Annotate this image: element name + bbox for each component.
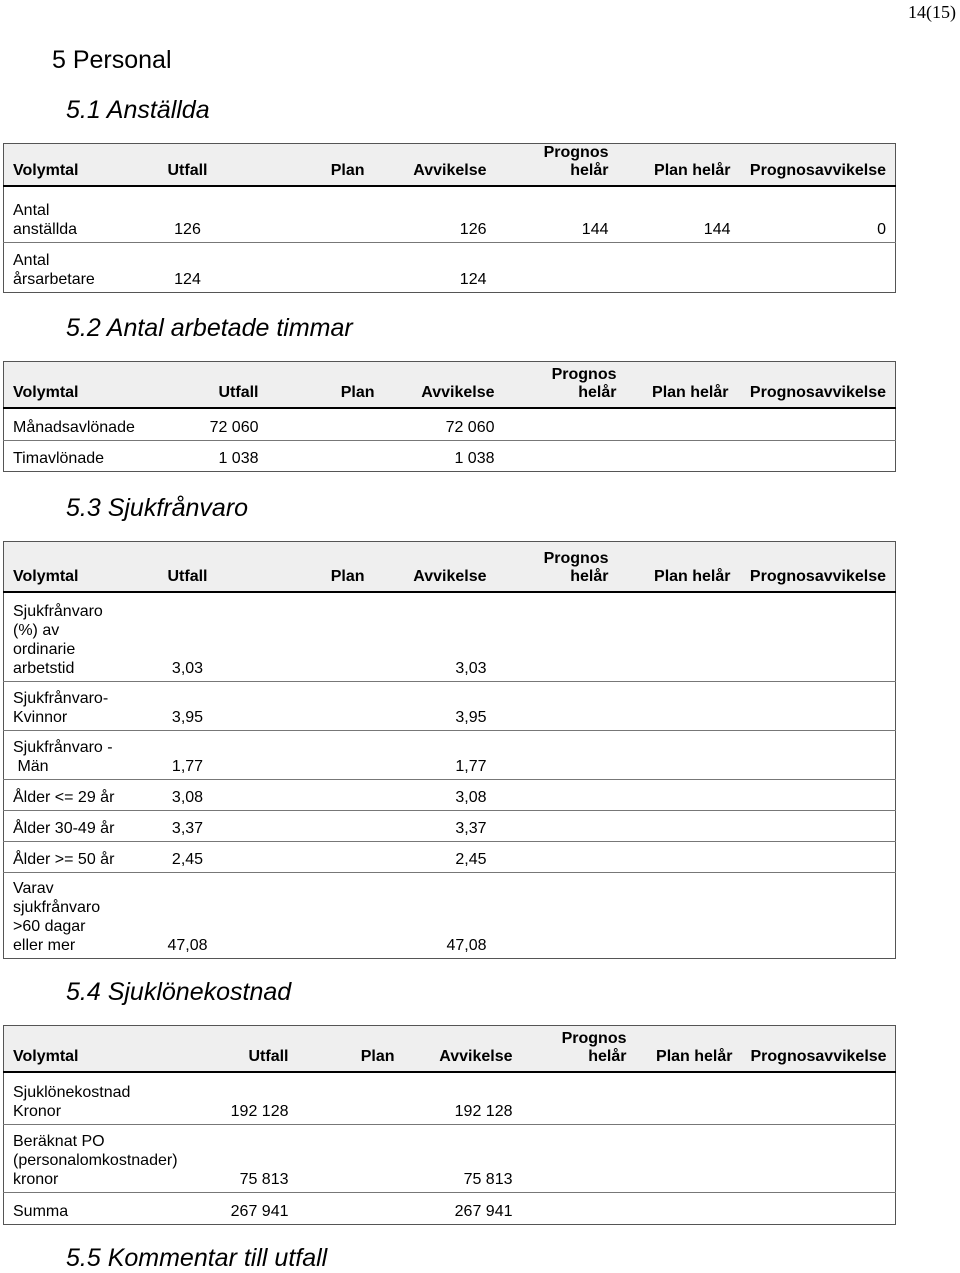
cell-plan xyxy=(252,780,374,811)
row-label-line: (%) av xyxy=(13,622,60,639)
cell-prognos xyxy=(504,408,626,441)
table-row xyxy=(4,873,896,959)
cell-plan xyxy=(252,842,374,873)
row-label-line: Sjuklönekostnad xyxy=(13,1084,131,1101)
chapter-title: 5 Personal xyxy=(52,46,172,74)
cell-utfall: 192 128 xyxy=(230,1103,289,1120)
cell-utfall: 3,37 xyxy=(124,811,252,842)
row-label xyxy=(4,186,124,242)
cell-avvikelse: 72 060 xyxy=(445,419,495,436)
cell-plan xyxy=(252,186,374,242)
cell-avvikelse: 124 xyxy=(374,242,496,292)
col-utfall: Utfall xyxy=(164,362,268,408)
table-row xyxy=(4,441,896,472)
row-label-line: Kvinnor xyxy=(13,709,68,726)
col-prognosavvikelse: Prognosavvikelse xyxy=(740,542,896,592)
cell-plan xyxy=(252,592,374,682)
cell-avvikelse: 3,03 xyxy=(455,660,487,677)
row-label-line: årsarbetare xyxy=(13,270,95,288)
col-volymtal: Volymtal xyxy=(4,542,124,592)
col-avvikelse: Avvikelse xyxy=(374,144,496,187)
cell-prognos: 144 xyxy=(581,220,609,238)
col-prognos-helar xyxy=(496,144,618,187)
cell-plan-helar xyxy=(626,408,738,441)
table-row xyxy=(4,731,896,780)
cell-prognos xyxy=(496,242,618,292)
table-sjukfranvaro xyxy=(3,541,896,959)
row-label-line: Kronor xyxy=(13,1103,62,1120)
row-label xyxy=(4,242,124,292)
cell-plan xyxy=(268,408,384,441)
section-title-5-3: 5.3 Sjukfrånvaro xyxy=(66,494,249,522)
table-row xyxy=(4,592,896,682)
section-title-5-1: 5.1 Anställda xyxy=(66,96,210,124)
col-prognos-helar xyxy=(522,1026,636,1072)
row-label-line: Sjukfrånvaro - xyxy=(13,739,113,756)
table-anstallda xyxy=(3,143,896,293)
table-sjuklonekostnad xyxy=(3,1025,896,1225)
cell-plan xyxy=(298,1193,404,1225)
col-prognos-helar xyxy=(496,542,618,592)
cell-utfall: 75 813 xyxy=(194,1125,298,1193)
row-label xyxy=(4,1125,194,1193)
row-label: Summa xyxy=(4,1193,194,1225)
cell-utfall: 267 941 xyxy=(194,1193,298,1225)
cell-avvikelse: 3,37 xyxy=(374,811,496,842)
col-prognos-line1: Prognos xyxy=(561,1029,627,1047)
table-row xyxy=(4,242,896,292)
table-row xyxy=(4,1193,896,1225)
table-header xyxy=(4,144,896,187)
col-avvikelse: Avvikelse xyxy=(384,362,504,408)
col-volymtal: Volymtal xyxy=(4,144,124,187)
table-header xyxy=(4,542,896,592)
col-prognos-line2: helår xyxy=(570,567,609,585)
cell-avvikelse: 47,08 xyxy=(374,873,496,959)
table-row xyxy=(4,186,896,242)
col-utfall: Utfall xyxy=(124,542,252,592)
cell-avvikelse: 267 941 xyxy=(404,1193,522,1225)
col-prognos-line1: Prognos xyxy=(543,549,609,567)
cell-prognosavvikelse xyxy=(740,242,896,292)
cell-utfall: 3,03 xyxy=(171,660,204,677)
cell-plan xyxy=(252,873,374,959)
cell-prognos xyxy=(504,441,626,472)
cell-plan-helar xyxy=(626,441,738,472)
table-row xyxy=(4,842,896,873)
col-prognos-line2: helår xyxy=(570,162,609,179)
col-avvikelse: Avvikelse xyxy=(404,1026,522,1072)
col-plan-helar: Plan helår xyxy=(636,1026,742,1072)
cell-plan xyxy=(252,811,374,842)
cell-utfall: 47,08 xyxy=(124,873,252,959)
row-label xyxy=(4,873,124,959)
col-plan-helar: Plan helår xyxy=(626,362,738,408)
cell-utfall: 1 038 xyxy=(164,441,268,472)
row-label xyxy=(4,1072,194,1125)
cell-plan xyxy=(298,1125,404,1193)
table-header xyxy=(4,1026,896,1072)
col-plan: Plan xyxy=(298,1026,404,1072)
cell-utfall: 3,08 xyxy=(124,780,252,811)
cell-avvikelse: 1 038 xyxy=(384,441,504,472)
row-label-line: Antal xyxy=(13,201,50,219)
col-plan: Plan xyxy=(268,362,384,408)
section-title-5-2: 5.2 Antal arbetade timmar xyxy=(66,314,353,342)
row-label: Ålder 30-49 år xyxy=(4,811,124,842)
col-prognos-line2: helår xyxy=(588,1047,627,1065)
col-volymtal: Volymtal xyxy=(4,1026,194,1072)
cell-plan-helar xyxy=(618,242,740,292)
col-prognosavvikelse: Prognosavvikelse xyxy=(740,144,896,187)
cell-plan xyxy=(252,731,374,780)
section-title-5-4: 5.4 Sjuklönekostnad xyxy=(66,978,292,1006)
row-label-line: Beräknat PO xyxy=(13,1133,105,1150)
row-label-line: Män xyxy=(13,758,49,775)
col-utfall: Utfall xyxy=(124,144,252,187)
cell-avvikelse: 3,08 xyxy=(374,780,496,811)
row-label-line: eller mer xyxy=(13,937,76,954)
cell-plan-helar: 144 xyxy=(703,220,731,238)
col-plan-helar: Plan helår xyxy=(618,144,740,187)
table-arbetade-timmar xyxy=(3,361,896,472)
cell-prognosavvikelse: 0 xyxy=(877,220,886,238)
cell-utfall: 3,95 xyxy=(124,682,252,731)
row-label: Timavlönade xyxy=(4,441,164,472)
cell-utfall: 126 xyxy=(174,220,201,238)
cell-avvikelse: 3,95 xyxy=(374,682,496,731)
table-row xyxy=(4,780,896,811)
cell-prognosavvikelse xyxy=(738,408,896,441)
section-title-5-5: 5.5 Kommentar till utfall xyxy=(66,1244,328,1272)
col-avvikelse: Avvikelse xyxy=(374,542,496,592)
col-prognos-helar xyxy=(504,362,626,408)
row-label-line: Varav xyxy=(13,880,54,897)
row-label-line: Sjukfrånvaro xyxy=(13,603,103,620)
row-label-line: sjukfrånvaro xyxy=(13,899,101,916)
table-row xyxy=(4,1125,896,1193)
col-volymtal: Volymtal xyxy=(4,362,164,408)
row-label-line: arbetstid xyxy=(13,660,75,677)
row-label: Ålder >= 50 år xyxy=(4,842,124,873)
row-label xyxy=(4,731,124,780)
row-label-line: Antal xyxy=(13,251,50,269)
col-prognos-line1: Prognos xyxy=(543,144,609,161)
cell-avvikelse: 192 128 xyxy=(454,1103,513,1120)
cell-avvikelse: 2,45 xyxy=(374,842,496,873)
row-label-line: (personalomkostnader) xyxy=(13,1152,178,1169)
cell-plan xyxy=(298,1072,404,1125)
row-label-line: >60 dagar xyxy=(13,918,86,935)
table-row xyxy=(4,408,896,441)
cell-plan xyxy=(252,242,374,292)
cell-utfall: 2,45 xyxy=(124,842,252,873)
col-prognos-line2: helår xyxy=(578,383,617,401)
cell-plan xyxy=(268,441,384,472)
col-plan-helar: Plan helår xyxy=(618,542,740,592)
cell-plan xyxy=(252,682,374,731)
cell-utfall: 124 xyxy=(124,242,252,292)
col-plan: Plan xyxy=(252,542,374,592)
row-label: Månadsavlönade xyxy=(13,419,135,436)
cell-avvikelse: 126 xyxy=(459,220,487,238)
row-label xyxy=(4,592,124,682)
cell-utfall: 72 060 xyxy=(209,419,259,436)
row-label-line: anställda xyxy=(13,220,78,238)
table-header xyxy=(4,362,896,408)
row-label-line: Sjukfrånvaro- xyxy=(13,690,109,707)
table-row xyxy=(4,1072,896,1125)
row-label xyxy=(4,682,124,731)
col-prognosavvikelse: Prognosavvikelse xyxy=(742,1026,896,1072)
col-utfall: Utfall xyxy=(194,1026,298,1072)
col-plan: Plan xyxy=(252,144,374,187)
row-label: Ålder <= 29 år xyxy=(4,780,124,811)
col-prognosavvikelse: Prognosavvikelse xyxy=(738,362,896,408)
col-prognos-line1: Prognos xyxy=(551,365,617,383)
cell-avvikelse: 75 813 xyxy=(404,1125,522,1193)
table-row xyxy=(4,811,896,842)
cell-prognosavvikelse xyxy=(738,441,896,472)
row-label-line: kronor xyxy=(13,1171,59,1188)
table-row xyxy=(4,682,896,731)
row-label-line: ordinarie xyxy=(13,641,76,658)
cell-utfall: 1,77 xyxy=(124,731,252,780)
cell-avvikelse: 1,77 xyxy=(374,731,496,780)
page-number: 14(15) xyxy=(908,2,956,22)
